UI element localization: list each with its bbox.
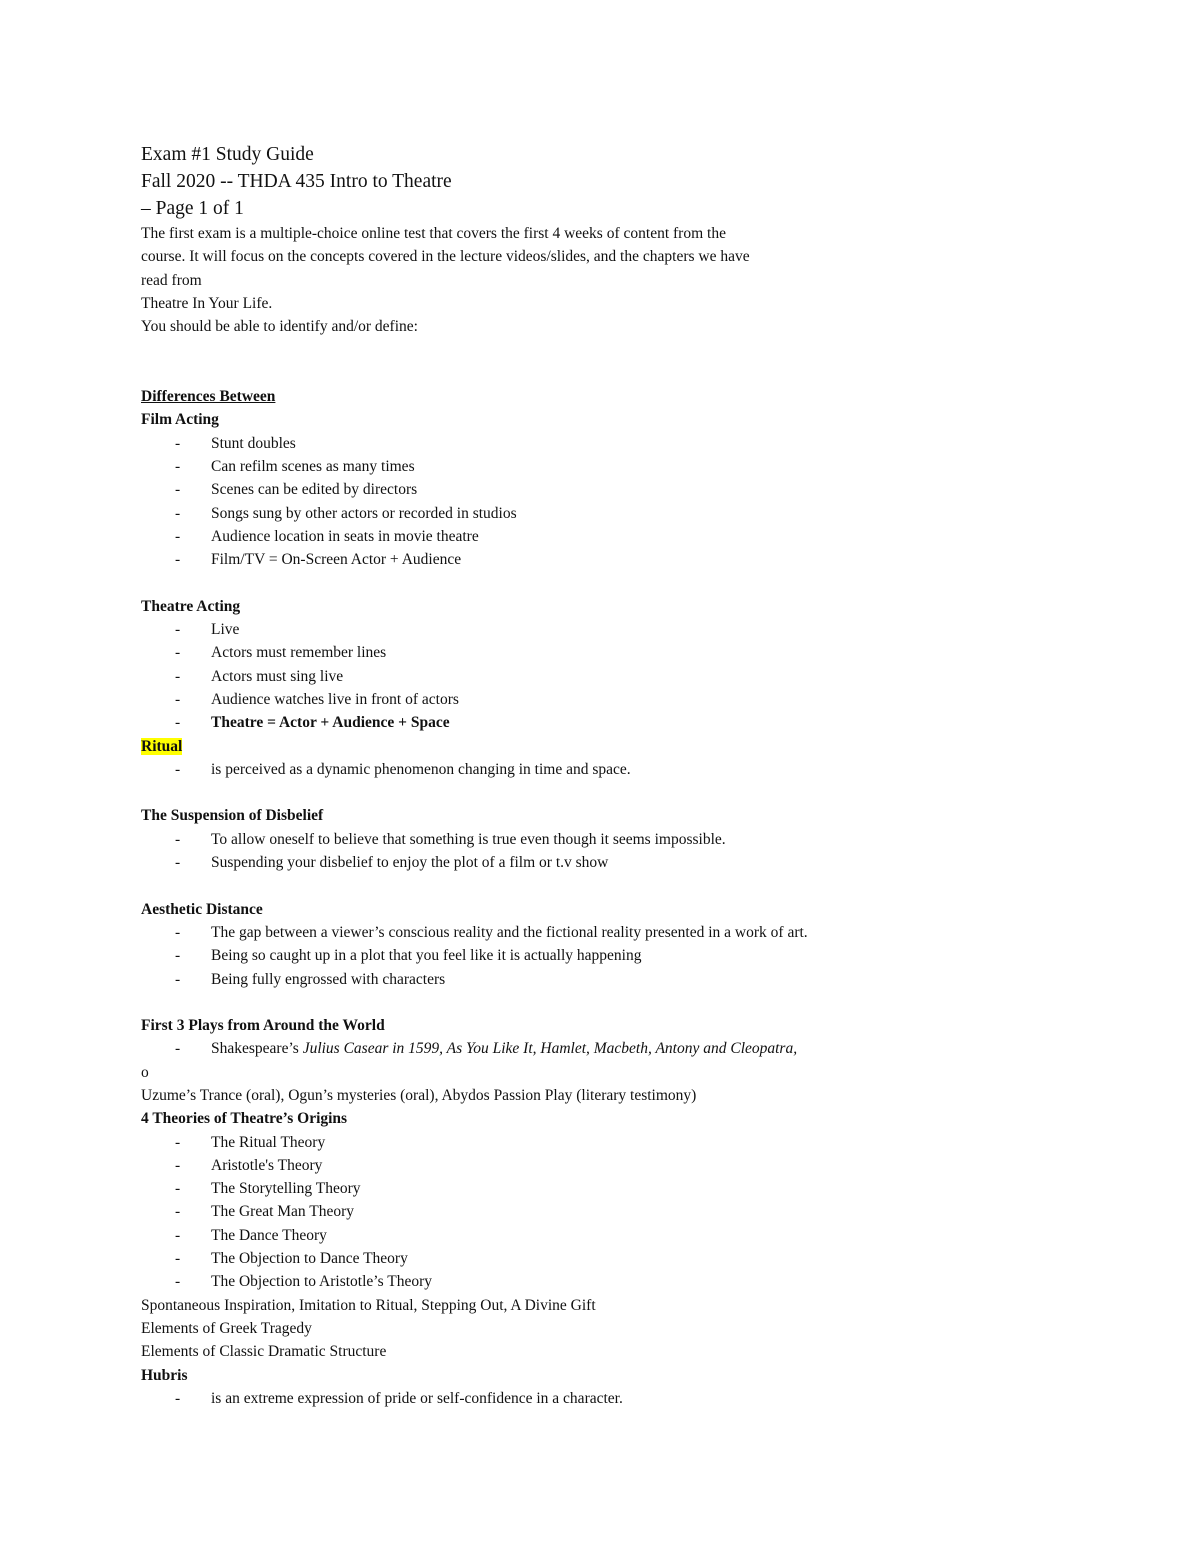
list-item — [141, 851, 921, 874]
list-item — [141, 1131, 921, 1154]
list-item — [141, 478, 921, 501]
film-acting-list — [141, 432, 921, 572]
dash-bullet: - — [175, 830, 181, 848]
list-item-text: Audience location in seats in movie theatre — [211, 527, 479, 545]
list-item-text: The Dance Theory — [211, 1226, 327, 1244]
list-item — [141, 921, 921, 944]
sub-bullet-marker: o — [141, 1063, 149, 1081]
theatre-acting-heading: Theatre Acting — [141, 597, 241, 615]
differences-heading: Differences Between — [141, 388, 276, 406]
list-item — [141, 968, 921, 991]
document-page — [141, 141, 921, 1410]
intro-line-5: You should be able to identify and/or define: — [141, 318, 418, 336]
list-item-text: is perceived as a dynamic phenomenon changing in time and space. — [211, 760, 631, 778]
film-acting-heading: Film Acting — [141, 411, 219, 429]
list-item-text: The gap between a viewer’s conscious reality and the fictional reality presented in a work of art. — [211, 923, 808, 941]
list-item-text: Scenes can be edited by directors — [211, 481, 418, 499]
dash-bullet: - — [175, 1133, 181, 1151]
plays-heading: First 3 Plays from Around the World — [141, 1017, 385, 1035]
list-item — [141, 548, 921, 571]
list-item — [141, 432, 921, 455]
dash-bullet: - — [175, 1180, 181, 1198]
dash-bullet: - — [175, 760, 181, 778]
dash-bullet: - — [175, 667, 181, 685]
theories-list — [141, 1131, 921, 1294]
list-item-text: Songs sung by other actors or recorded in studios — [211, 504, 517, 522]
dash-bullet: - — [175, 923, 181, 941]
list-item-text: is an extreme expression of pride or self-confidence in a character. — [211, 1389, 623, 1407]
list-item — [141, 944, 921, 967]
theatre-formula: Theatre = Actor + Audience + Space — [211, 714, 450, 732]
list-item-text: Actors must remember lines — [211, 644, 387, 662]
plays-list — [141, 1037, 921, 1060]
greek-tragedy-line: Elements of Greek Tragedy — [141, 1319, 312, 1337]
spacer — [141, 338, 921, 361]
list-item — [141, 618, 921, 641]
intro-line-2: course. It will focus on the concepts covered in the lecture videos/slides, and the chapters we have — [141, 248, 750, 266]
list-item — [141, 711, 921, 734]
list-item — [141, 502, 921, 525]
aesthetic-list — [141, 921, 921, 991]
list-item-text: The Great Man Theory — [211, 1203, 355, 1221]
intro-line-4: Theatre In Your Life. — [141, 294, 273, 312]
hubris-heading: Hubris — [141, 1366, 188, 1384]
list-item — [141, 1247, 921, 1270]
list-item-text: The Ritual Theory — [211, 1133, 326, 1151]
shakespeare-plays: Julius Casear in 1599, As You Like It, Hamlet, Macbeth, Antony and Cleopatra, — [302, 1040, 798, 1058]
shakespeare-prefix: Shakespeare’s — [211, 1040, 303, 1058]
list-item — [141, 1037, 921, 1060]
list-item — [141, 525, 921, 548]
spacer — [141, 874, 921, 897]
spacer — [141, 781, 921, 804]
document-title: Exam #1 Study Guide — [141, 144, 314, 165]
dash-bullet: - — [175, 644, 181, 662]
dash-bullet: - — [175, 854, 181, 872]
list-item — [141, 1154, 921, 1177]
list-item-text: Live — [211, 621, 240, 639]
list-item — [141, 1387, 921, 1410]
dash-bullet: - — [175, 551, 181, 569]
theories-heading: 4 Theories of Theatre’s Origins — [141, 1110, 348, 1128]
dramatic-structure-line: Elements of Classic Dramatic Structure — [141, 1343, 387, 1361]
dash-bullet: - — [175, 1156, 181, 1174]
list-item-text: Stunt doubles — [211, 434, 296, 452]
dash-bullet: - — [175, 1203, 181, 1221]
list-item — [141, 455, 921, 478]
list-item-text: Can refilm scenes as many times — [211, 457, 415, 475]
ritual-heading: Ritual — [141, 737, 183, 755]
ritual-heading-line — [141, 735, 921, 758]
dash-bullet: - — [175, 457, 181, 475]
dash-bullet: - — [175, 481, 181, 499]
list-item-text: The Objection to Aristotle’s Theory — [211, 1273, 432, 1291]
ritual-list — [141, 758, 921, 781]
dash-bullet: - — [175, 947, 181, 965]
dash-bullet: - — [175, 504, 181, 522]
spacer — [141, 571, 921, 594]
intro-line-1: The first exam is a multiple-choice online test that covers the first 4 weeks of content from the — [141, 225, 726, 242]
list-item-text: The Storytelling Theory — [211, 1180, 361, 1198]
list-item-text: Suspending your disbelief to enjoy the plot of a film or t.v show — [211, 854, 609, 872]
suspension-heading: The Suspension of Disbelief — [141, 807, 324, 825]
list-item-text: Audience watches live in front of actors — [211, 690, 459, 708]
list-item — [141, 1200, 921, 1223]
list-item — [141, 828, 921, 851]
hubris-list — [141, 1387, 921, 1410]
list-item — [141, 1270, 921, 1293]
spacer — [141, 362, 921, 385]
dash-bullet: - — [175, 1226, 181, 1244]
course-line: Fall 2020 -- THDA 435 Intro to Theatre — [141, 171, 452, 192]
list-item — [141, 688, 921, 711]
dash-bullet: - — [175, 527, 181, 545]
list-item-text: Actors must sing live — [211, 667, 344, 685]
list-item — [141, 1177, 921, 1200]
list-item — [141, 758, 921, 781]
intro-line-3: read from — [141, 271, 202, 289]
dash-bullet: - — [175, 1273, 181, 1291]
dash-bullet: - — [175, 434, 181, 452]
theatre-acting-list — [141, 618, 921, 734]
origins-summary-line: Spontaneous Inspiration, Imitation to Ritual, Stepping Out, A Divine Gift — [141, 1296, 596, 1314]
dash-bullet: - — [175, 714, 181, 732]
spacer — [141, 991, 921, 1014]
dash-bullet: - — [175, 1389, 181, 1407]
list-item-text: To allow oneself to believe that something is true even though it seems impossible. — [211, 830, 726, 848]
page-indicator: – Page 1 of 1 — [141, 198, 244, 219]
list-item — [141, 665, 921, 688]
dash-bullet: - — [175, 690, 181, 708]
dash-bullet: - — [175, 1250, 181, 1268]
list-item-text: Film/TV = On-Screen Actor + Audience — [211, 551, 462, 569]
plays-line: Uzume’s Trance (oral), Ogun’s mysteries (oral), Abydos Passion Play (literary testimony) — [141, 1086, 697, 1104]
list-item-text: Being so caught up in a plot that you feel like it is actually happening — [211, 947, 642, 965]
dash-bullet: - — [175, 621, 181, 639]
dash-bullet: - — [175, 970, 181, 988]
list-item-text: Aristotle's Theory — [211, 1156, 323, 1174]
list-item — [141, 1224, 921, 1247]
list-item-text: The Objection to Dance Theory — [211, 1250, 408, 1268]
suspension-list — [141, 828, 921, 875]
dash-bullet: - — [175, 1040, 181, 1058]
list-item — [141, 641, 921, 664]
list-item-text: Being fully engrossed with characters — [211, 970, 446, 988]
aesthetic-heading: Aesthetic Distance — [141, 900, 263, 918]
